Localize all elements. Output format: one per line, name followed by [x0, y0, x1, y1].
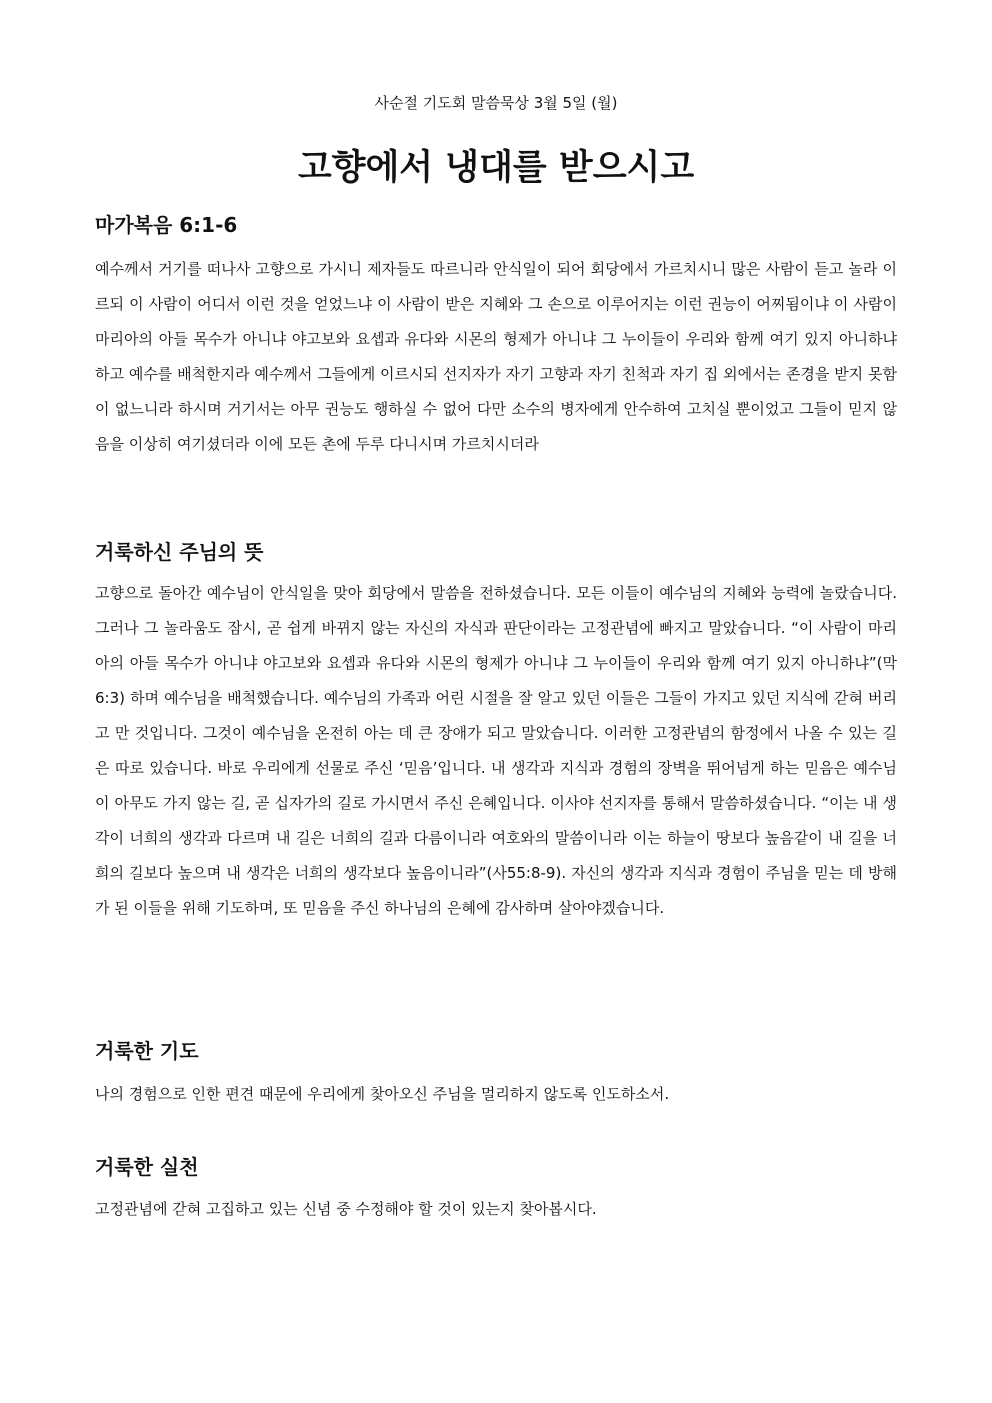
scripture-text: 예수께서 거기를 떠나사 고향으로 가시니 제자들도 따르니라 안식일이 되어 회당에서 가르치시니 많은 사람이 듣고 놀라 이르되 이 사람이 어디서 이런 것을 얻었느냐 이 사람이 받은 지혜와 그 손으로 이루어지는 이런 권능이 어찌됨이냐 이 사람이 마리아의 아들 목수가 아니냐 야고보와 요셉과 유다와 시몬의 형제가 아니냐 그 누이들이 우리와 함께 여기 있지 아니하냐 하고 예수를 배척한지라 예수께서 그들에게 이르시되 선지자가 자기 고향과 자기 친척과 자기 집 외에서는 존경을 받지 못함이 없느니라 하시며 거기서는 아무 권능도 행하실 수 없어 다만 소수의 병자에게 안수하여 고치실 뿐이었고 그들이 믿지 않음을 이상히 여기셨더라 이에 모든 촌에 두루 다니시며 가르치시더라: [95, 260, 897, 453]
prayer-text: 나의 경험으로 인한 편견 때문에 우리에게 찾아오신 주님을 멀리하지 않도록 인도하소서.: [95, 1085, 670, 1103]
scripture-heading: 마가복음 6:1-6: [95, 213, 238, 237]
page-title: 고향에서 냉대를 받으시고: [297, 148, 695, 188]
will-text: 고향으로 돌아간 예수님이 안식일을 맞아 회당에서 말씀을 전하셨습니다. 모든 이들이 예수님의 지혜와 능력에 놀랐습니다. 그러나 그 놀라움도 잠시, 곧 쉽게 바뀌지 않는 자신의 자식과 판단이라는 고정관념에 빠지고 말았습니다. “이 사람이 마리아의 아들 목수가 아니냐 야고보와 요셉과 유다와 시몬의 형제가 아니냐 그 누이들이 우리와 함께 여기 있지 아니하냐”(막6:3) 하며 예수님을 배척했습니다. 예수님의 가족과 어린 시절을 잘 알고 있던 이들은 그들이 가지고 있던 지식에 갇혀 버리고 만 것입니다. 그것이 예수님을 온전히 아는 데 큰 장애가 되고 말았습니다. 이러한 고정관념의 함정에서 나올 수 있는 길은 따로 있습니다. 바로 우리에게 선물로 주신 ‘믿음’입니다. 내 생각과 지식과 경험의 장벽을 뛰어넘게 하는 믿음은 예수님이 아무도 가지 않는 길, 곧 십자가의 길로 가시면서 주신 은혜입니다. 이사야 선지자를 통해서 말씀하셨습니다. “이는 내 생각이 너희의 생각과 다르며 내 길은 너희의 길과 다름이니라 여호와의 말씀이니라 이는 하늘이 땅보다 높음같이 내 길을 너희의 길보다 높으며 내 생각은 너희의 생각보다 높음이니라”(사55:8-9). 자신의 생각과 지식과 경험이 주님을 믿는 데 방해가 된 이들을 위해 기도하며, 또 믿음을 주신 하나님의 은혜에 감사하며 살아야겠습니다.: [95, 584, 897, 917]
prayer-heading: 거룩한 기도: [95, 1039, 199, 1063]
page-subtitle: 사순절 기도회 말씀묵상 3월 5일 (월): [374, 94, 618, 112]
practice-text: 고정관념에 갇혀 고집하고 있는 신념 중 수정해야 할 것이 있는지 찾아봅시다.: [95, 1200, 597, 1218]
will-heading: 거룩하신 주님의 뜻: [95, 540, 264, 564]
practice-heading: 거룩한 실천: [95, 1155, 199, 1179]
